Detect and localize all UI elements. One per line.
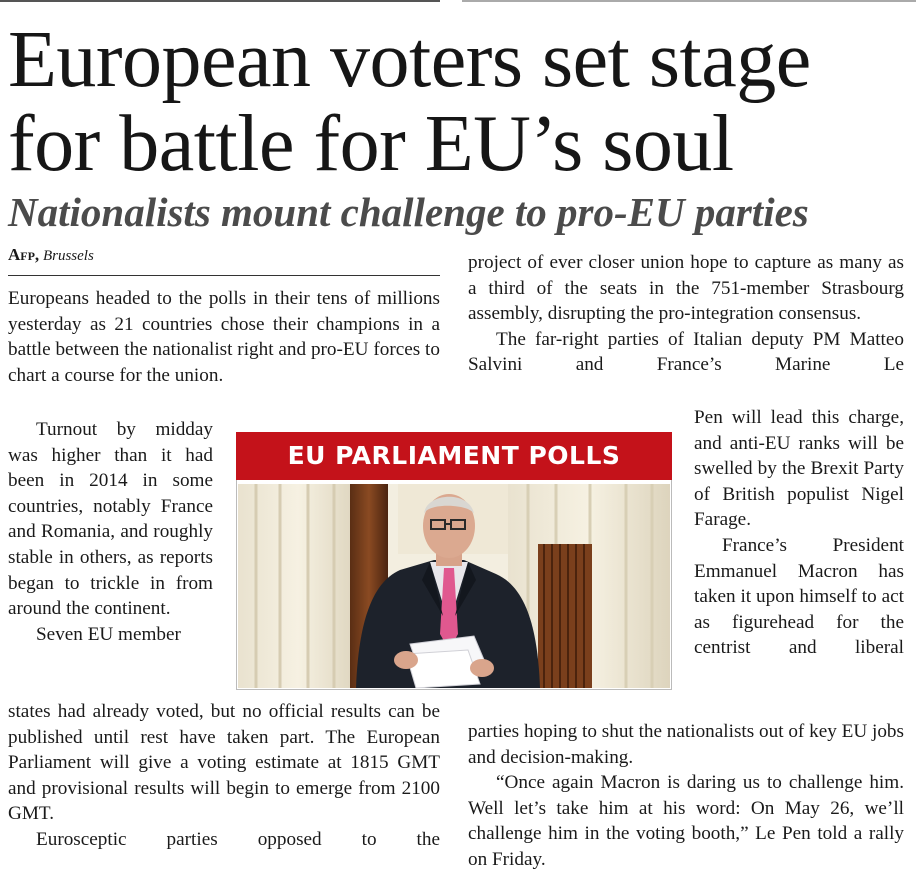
paragraph: Eurosceptic parties opposed to the: [36, 828, 440, 850]
headline-line-1: European voters set stage: [8, 16, 811, 104]
byline: [8, 245, 94, 266]
news-photo: [238, 484, 670, 688]
col1-block-2: [8, 417, 213, 647]
paragraph: Turnout by midday was higher than it had been in 2014 in some countries, notably France and Romania, and roughly stable in others, as reports began to trickle in from around the continent.: [8, 419, 213, 620]
col1-block-3: [8, 699, 440, 853]
headline: [8, 18, 908, 186]
byline-place: Brussels: [42, 248, 94, 264]
paragraph: The far-right parties of Italian deputy PM Matteo Salvini and France’s Marine Le: [468, 328, 904, 376]
col2-block-2: [694, 405, 904, 661]
paragraph: Seven EU member: [36, 623, 181, 645]
byline-agency: Afp,: [8, 245, 40, 264]
top-rule: [0, 0, 916, 3]
paragraph: Europeans headed to the polls in their tens of millions yesterday as 21 countries chose their champions in a battle between the nationalist right and pro-EU forces to chart a course for the union.: [8, 288, 440, 386]
byline-rule: [8, 275, 440, 276]
col2-block-1: [468, 250, 904, 378]
col1-block-1: [8, 286, 440, 388]
subheadline: Nationalists mount challenge to pro-EU parties: [8, 189, 809, 235]
photo-banner: EU PARLIAMENT POLLS: [236, 432, 672, 480]
paragraph: project of ever closer union hope to capture as many as a third of the seats in the 751-member Strasbourg assembly, disrupting the pro-integration consensus.: [468, 252, 904, 325]
col2-block-3: [468, 719, 904, 873]
paragraph: parties hoping to shut the nationalists out of key EU jobs and decision-making.: [468, 721, 904, 768]
paragraph: France’s President Emmanuel Macron has taken it upon himself to act as figurehead for the centrist and liberal: [694, 534, 904, 659]
paragraph: Pen will lead this charge, and anti-EU ranks will be swelled by the Brexit Party of British populist Nigel Farage.: [694, 407, 904, 531]
headline-line-2: for battle for EU’s soul: [8, 100, 734, 188]
paragraph: “Once again Macron is daring us to challenge him. Well let’s take him at his word: On May 26, we’ll challenge him in the voting booth,” Le Pen told a rally on Friday.: [468, 772, 904, 870]
paragraph: states had already voted, but no official results can be published until rest have taken part. The European Parliament will give a voting estimate at 1815 GMT and provisional results will begin to emerge from 2100 GMT.: [8, 701, 440, 825]
